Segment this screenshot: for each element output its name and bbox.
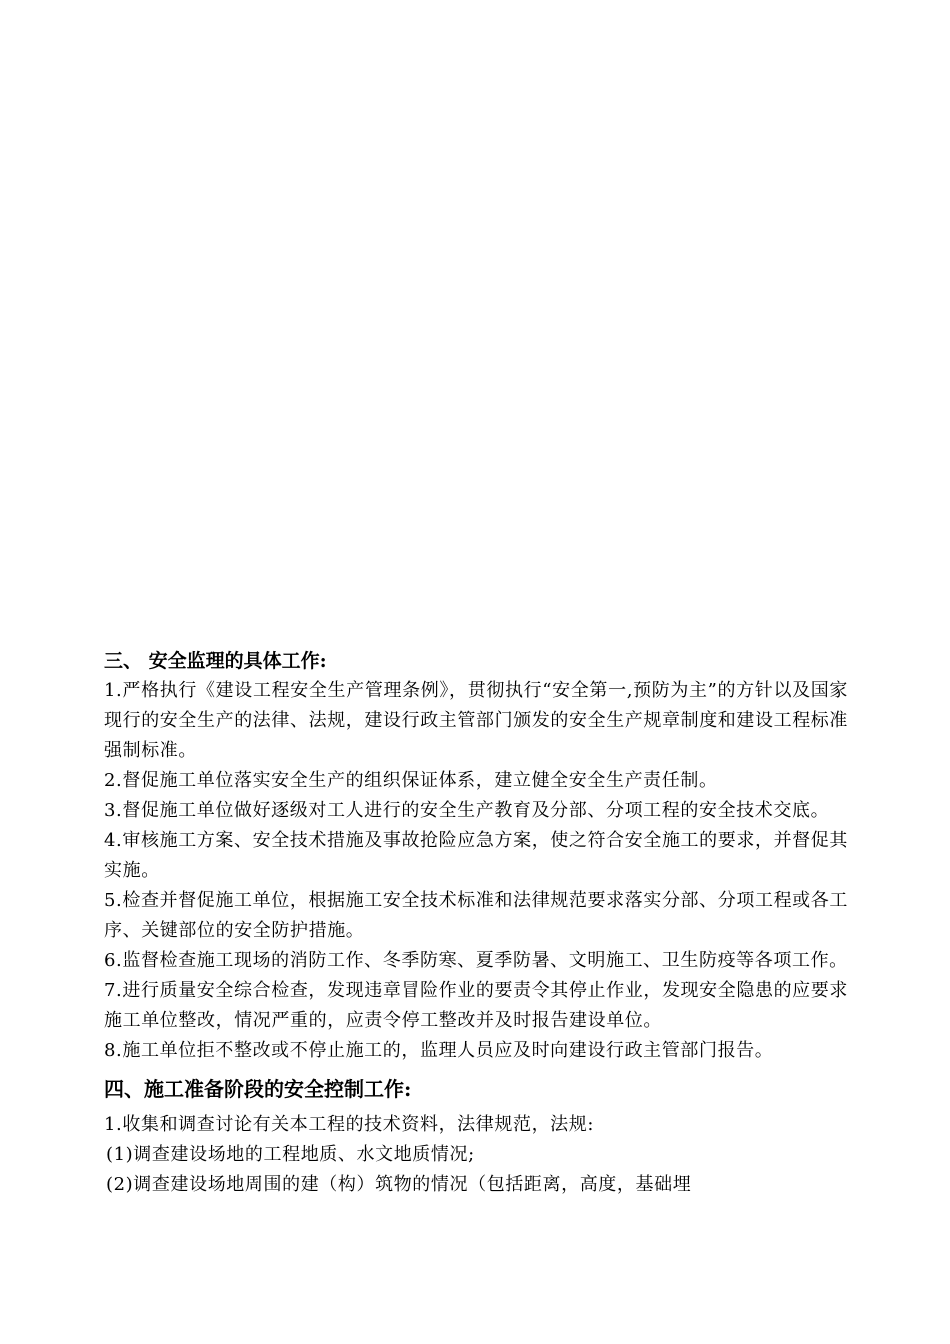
section-3-item-7: 7.进行质量安全综合检查，发现违章冒险作业的要责令其停止作业，发现安全隐患的应要求施工单位整改，情况严重的，应责令停工整改并及时报告建设单位。: [104, 980, 848, 1031]
section-3-heading: 三、 安全监理的具体工作:: [104, 650, 327, 672]
document-body: [104, 646, 848, 1200]
section-preparation-stage-safety-control: [104, 1074, 848, 1200]
section-safety-supervision-work: [104, 646, 848, 1066]
section-4-subitem-2: (2)调查建设场地周围的建（构）筑物的情况（包括距离，高度，基础埋: [106, 1174, 692, 1195]
section-3-item-5: 5.检查并督促施工单位，根据施工安全技术标准和法律规范要求落实分部、分项工程或各工序、关键部位的安全防护措施。: [104, 890, 848, 941]
section-3-item-1: 1.严格执行《建设工程安全生产管理条例》，贯彻执行“安全第一,预防为主”的方针以及国家现行的安全生产的法律、法规，建设行政主管部门颁发的安全生产规章制度和建设工程标准强制标准。: [104, 680, 848, 761]
section-4-item-1: 1.收集和调查讨论有关本工程的技术资料，法律规范，法规:: [104, 1114, 595, 1135]
section-4-heading: 四、施工准备阶段的安全控制工作:: [104, 1077, 412, 1101]
section-3-item-2: 2.督促施工单位落实安全生产的组织保证体系，建立健全安全生产责任制。: [104, 770, 718, 791]
section-4-subitem-1: (1)调查建设场地的工程地质、水文地质情况;: [106, 1144, 475, 1165]
section-3-item-4: 4.审核施工方案、安全技术措施及事故抢险应急方案，使之符合安全施工的要求，并督促其实施。: [104, 830, 848, 881]
section-3-item-6: 6.监督检查施工现场的消防工作、冬季防寒、夏季防暑、文明施工、卫生防疫等各项工作。: [104, 950, 848, 971]
section-3-item-8: 8.施工单位拒不整改或不停止施工的，监理人员应及时向建设行政主管部门报告。: [104, 1040, 774, 1061]
section-3-item-3: 3.督促施工单位做好逐级对工人进行的安全生产教育及分部、分项工程的安全技术交底。: [104, 800, 830, 821]
